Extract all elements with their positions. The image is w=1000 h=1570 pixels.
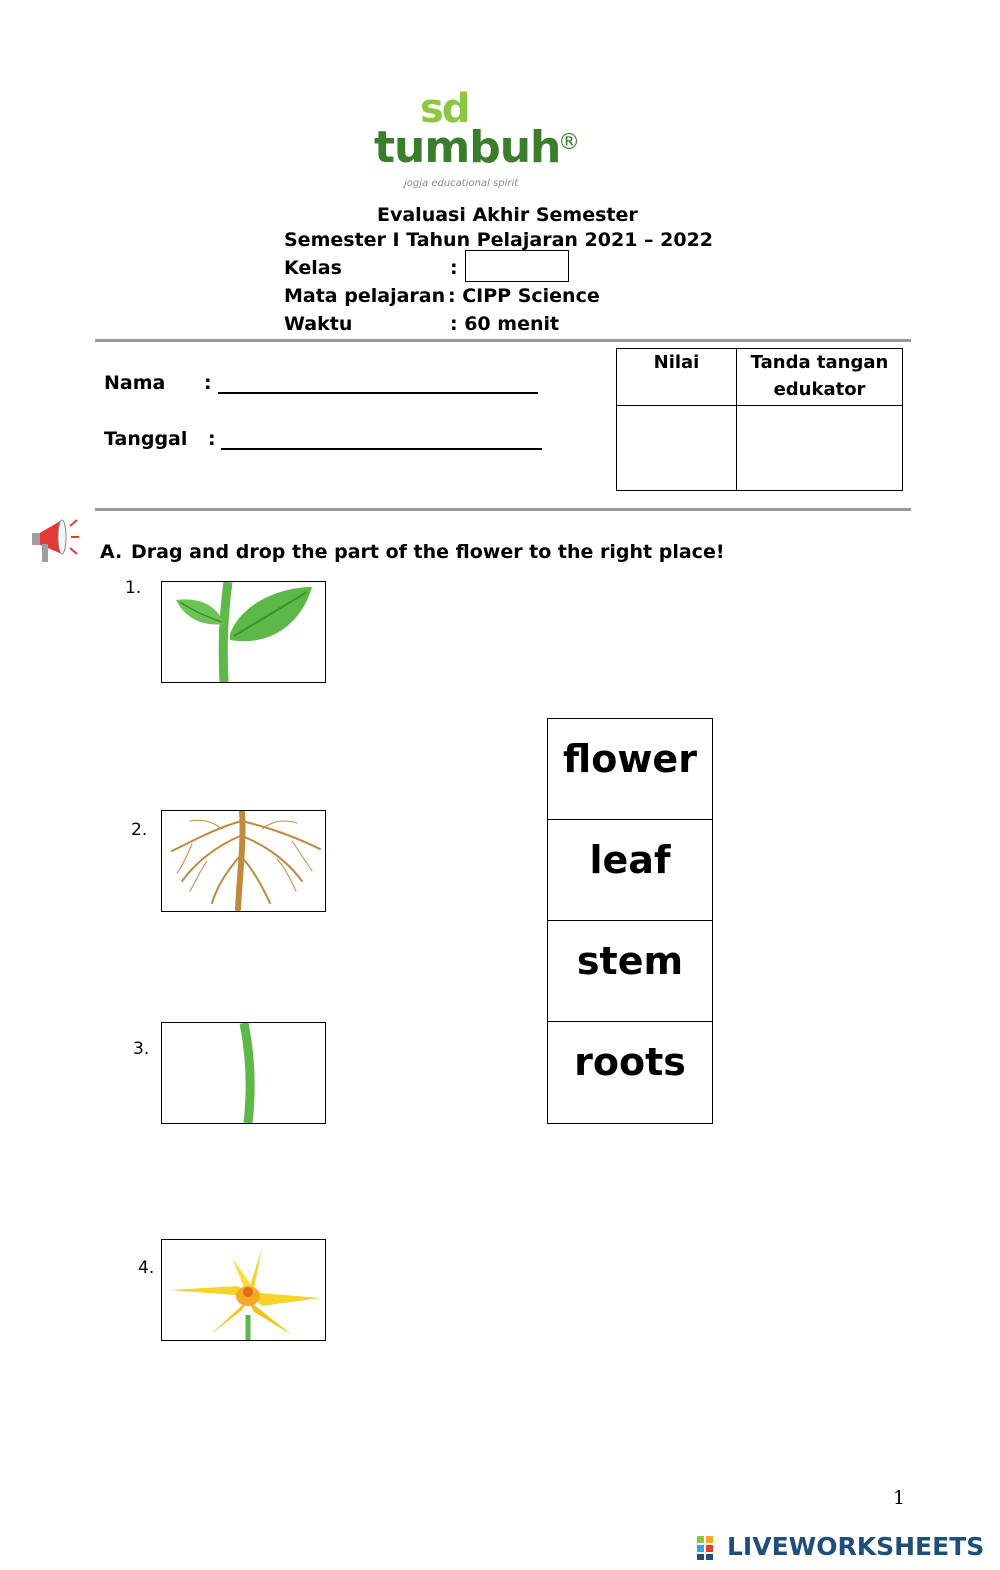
stem-image	[161, 1022, 326, 1124]
logo-tagline: jogja educational spirit	[404, 178, 519, 189]
logo-sd-text: sd	[420, 86, 469, 132]
tanggal-field[interactable]	[221, 428, 542, 450]
liveworksheets-icon	[697, 1536, 723, 1560]
tanggal-colon: :	[208, 428, 216, 450]
divider-bottom	[95, 508, 911, 511]
word-card-flower[interactable]: flower	[548, 719, 712, 820]
page-number: 1	[893, 1487, 906, 1509]
liveworksheets-logo[interactable]	[697, 1532, 997, 1564]
waktu-label: Waktu	[284, 313, 353, 335]
nama-label: Nama	[104, 372, 166, 394]
tanda-tangan-header	[737, 349, 902, 406]
word-card-stem[interactable]: stem	[548, 921, 712, 1022]
logo-registered-mark: ®	[558, 130, 580, 155]
tanggal-label: Tanggal	[104, 428, 188, 450]
nama-field[interactable]	[218, 372, 538, 394]
nilai-cell[interactable]	[617, 406, 737, 490]
grade-table	[616, 348, 903, 491]
logo-tumbuh-text: tumbuh	[374, 122, 561, 173]
item-number: 2.	[131, 820, 148, 840]
item-number: 1.	[125, 578, 142, 598]
school-logo	[372, 86, 592, 196]
flower-image	[161, 1239, 326, 1341]
nama-colon: :	[204, 372, 212, 394]
roots-image	[161, 810, 326, 912]
section-instruction: Drag and drop the part of the flower to the right place!	[131, 541, 725, 563]
mapel-label: Mata pelajaran	[284, 285, 446, 307]
exam-title: Evaluasi Akhir Semester	[377, 204, 638, 226]
leaf-image	[161, 581, 326, 683]
divider-top	[95, 339, 911, 342]
liveworksheets-text: LIVEWORKSHEETS	[727, 1532, 985, 1561]
tanda-tangan-cell[interactable]	[737, 406, 902, 490]
exam-subtitle: Semester I Tahun Pelajaran 2021 – 2022	[284, 229, 714, 251]
tanda-tangan-line2: edukator	[773, 379, 866, 400]
section-letter: A.	[100, 541, 123, 563]
item-number: 4.	[138, 1258, 155, 1278]
word-card-roots[interactable]: roots	[574, 1040, 686, 1084]
megaphone-icon	[30, 514, 80, 566]
kelas-input[interactable]	[465, 250, 569, 282]
nilai-header-text: Nilai	[653, 352, 700, 373]
item-number: 3.	[133, 1039, 150, 1059]
waktu-value: : 60 menit	[450, 313, 560, 335]
word-card-leaf[interactable]: leaf	[548, 820, 712, 921]
mapel-value: : CIPP Science	[448, 285, 600, 307]
kelas-label: Kelas	[284, 257, 342, 279]
kelas-colon: :	[450, 257, 458, 279]
word-bank	[547, 718, 713, 1124]
nilai-header	[617, 349, 737, 406]
tanda-tangan-line1: Tanda tangan	[750, 352, 889, 373]
